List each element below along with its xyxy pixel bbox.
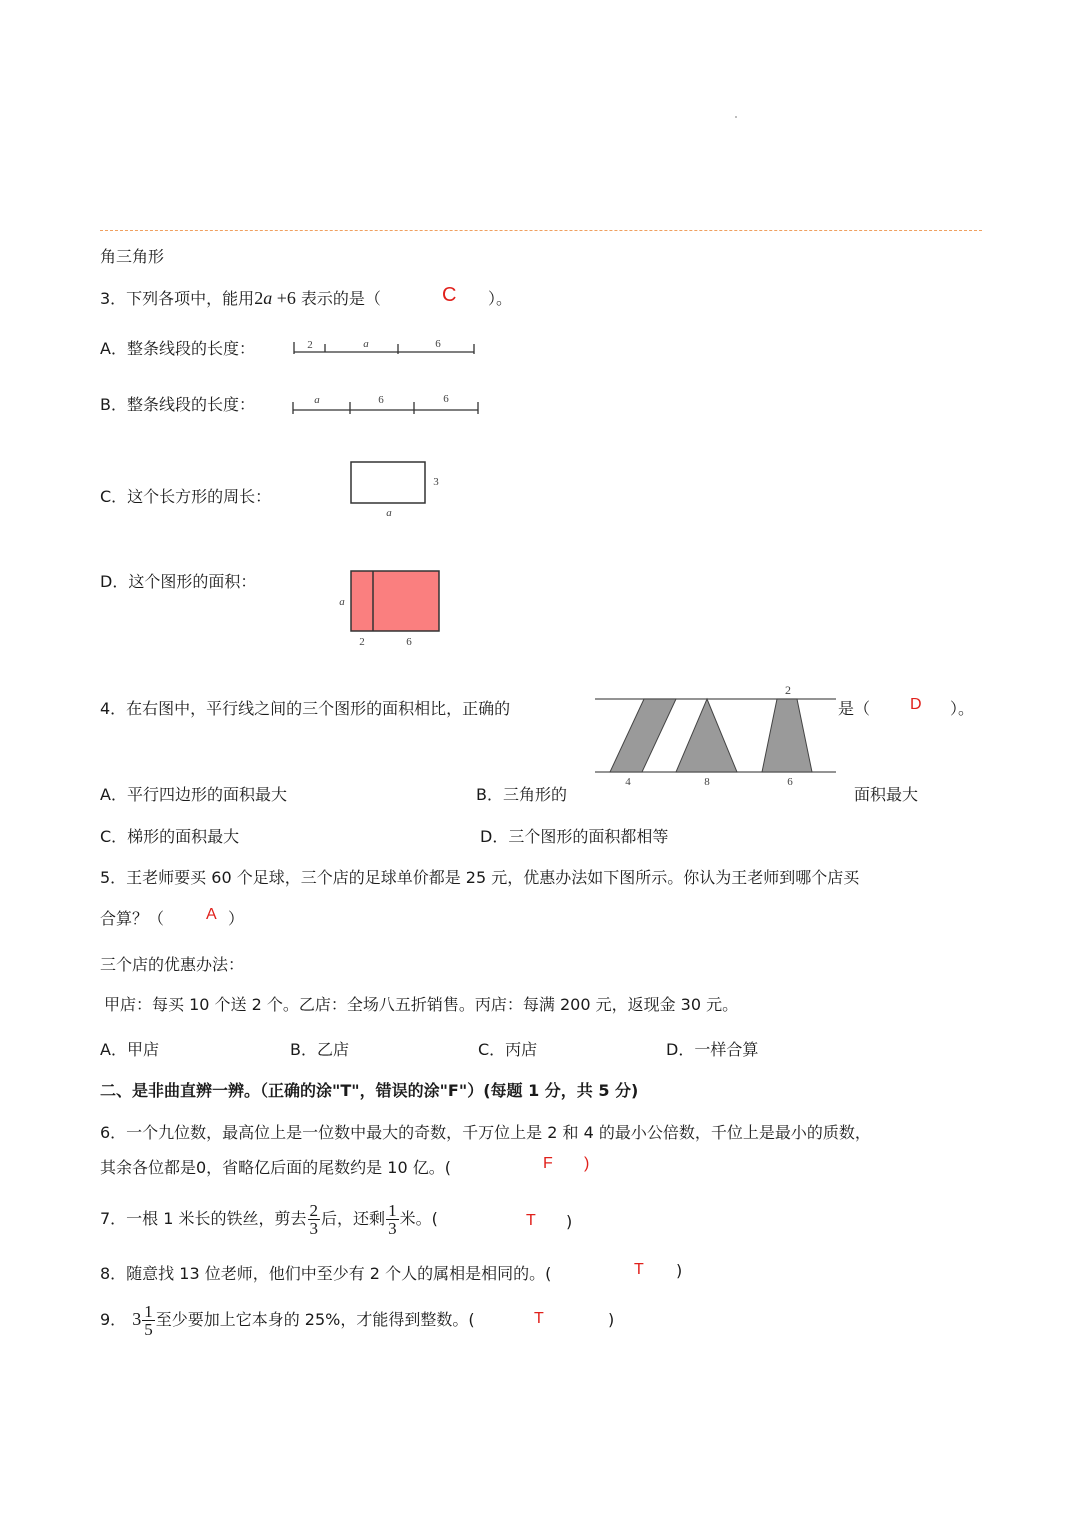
fig-d-label-side: a (339, 596, 345, 608)
section2-title: 二、是非曲直辨一辨。（正确的涂"T"，错误的涂"F"）(每题 1 分，共 5 分) (100, 1081, 639, 1100)
fig-b-label-1: a (314, 394, 320, 406)
q5-line2-end: ） (228, 909, 245, 928)
q3-figure-d (334, 566, 446, 650)
header-divider (100, 230, 982, 231)
q4-option-c: C．梯形的面积最大 (100, 827, 240, 846)
q4-fig-bottom-label-1: 4 (625, 776, 631, 788)
q3-answer: C (442, 284, 457, 306)
q3-stem-end: ）。 (488, 289, 513, 308)
q5-offers-title: 三个店的优惠办法： (100, 955, 245, 974)
q4-fig-bottom-label-3: 6 (787, 776, 793, 788)
fig-c-label-bottom: a (386, 507, 392, 519)
q4-option-b: B．三角形的 (476, 785, 567, 804)
q8-stem: 8．随意找 13 位老师，他们中至少有 2 个人的属相是相同的。( (100, 1264, 552, 1283)
q7-stem: 7．一根 1 米长的铁丝，剪去 $\frac{2}{3}$ 后，还剩 $\frac{1}{3}$ 米。( (100, 1201, 438, 1238)
fig-c-label-side: 3 (433, 476, 439, 488)
q6-answer: F (543, 1155, 553, 1172)
continued-text: 角三角形 (100, 247, 165, 266)
fig-d-rect (351, 571, 439, 631)
q3-option-c: C．这个长方形的周长： (100, 487, 272, 506)
q9-end: ) (608, 1310, 615, 1329)
q4-fig-top-label: 2 (785, 683, 791, 697)
fig-d-label-right: 6 (406, 636, 412, 648)
q3-figure-a (290, 334, 480, 358)
q8-answer: T (634, 1261, 644, 1278)
q4-stem-tail: 是（ (838, 699, 871, 718)
fig-a-label-3: 6 (435, 338, 441, 350)
q9-stem: 9． 3 $\frac{1}{5}$ 至少要加上它本身的 25%，才能得到整数。( (100, 1302, 475, 1339)
q5-offers: 甲店：每买 10 个送 2 个。乙店：全场八五折销售。丙店：每满 200 元，返现金 30 元。 (104, 995, 739, 1014)
q3-figure-c (346, 458, 446, 520)
q4-answer: D (910, 696, 922, 713)
q8-end: ) (676, 1261, 683, 1280)
q4-figure (592, 680, 838, 792)
q3-figure-b (290, 390, 485, 416)
fig-b-label-3: 6 (443, 393, 449, 405)
q7-fraction-2: $\frac{1}{3}$ (388, 1201, 397, 1238)
q7-fraction-1: $\frac{2}{3}$ (309, 1201, 319, 1238)
q4-option-b-tail: 面积最大 (854, 785, 919, 804)
q3-option-d: D．这个图形的面积： (100, 572, 257, 591)
q5-line2-prefix: 合算？（ (100, 909, 165, 928)
q4-stem-end: ）。 (950, 699, 975, 718)
q5-option-c: C．丙店 (478, 1040, 538, 1059)
q6-end: ) (584, 1155, 590, 1172)
q5-option-a: A．甲店 (100, 1040, 159, 1059)
q9-answer: T (534, 1310, 544, 1327)
q7-end: ) (566, 1212, 573, 1231)
q5-answer: A (206, 906, 217, 923)
stray-dot (735, 116, 737, 118)
q3-option-a: A．整条线段的长度： (100, 339, 255, 358)
fig-a-label-1: 2 (307, 339, 313, 351)
q7-answer: T (526, 1212, 536, 1229)
q4-fig-bottom-label-2: 8 (704, 776, 710, 788)
q5-option-b: B．乙店 (290, 1040, 349, 1059)
q4-option-d: D．三个图形的面积都相等 (480, 827, 669, 846)
fig-b-label-2: 6 (378, 394, 384, 406)
fig-d-label-left: 2 (359, 636, 365, 648)
q4-stem: 4．在右图中，平行线之间的三个图形的面积相比，正确的 (100, 699, 511, 718)
q6-line2: 其余各位都是0，省略亿后面的尾数约是 10 亿。( (100, 1158, 451, 1177)
q6-line1: 6．一个九位数，最高位上是一位数中最大的奇数，千万位上是 2 和 4 的最小公倍数，千位上是最小的质数， (100, 1123, 871, 1142)
q4-option-a: A．平行四边形的面积最大 (100, 785, 287, 804)
fig-a-label-2: a (363, 338, 369, 350)
q5-line1: 5．王老师要买 60 个足球，三个店的足球单价都是 25 元，优惠办法如下图所示。你认为王老师到哪个店买 (100, 868, 860, 887)
q5-option-d: D．一样合算 (666, 1040, 759, 1059)
q3-option-b: B．整条线段的长度： (100, 395, 255, 414)
q9-fraction: $\frac{1}{5}$ (144, 1302, 153, 1339)
q3-stem: 3．下列各项中，能用2a +6 表示的是（ (100, 288, 381, 308)
